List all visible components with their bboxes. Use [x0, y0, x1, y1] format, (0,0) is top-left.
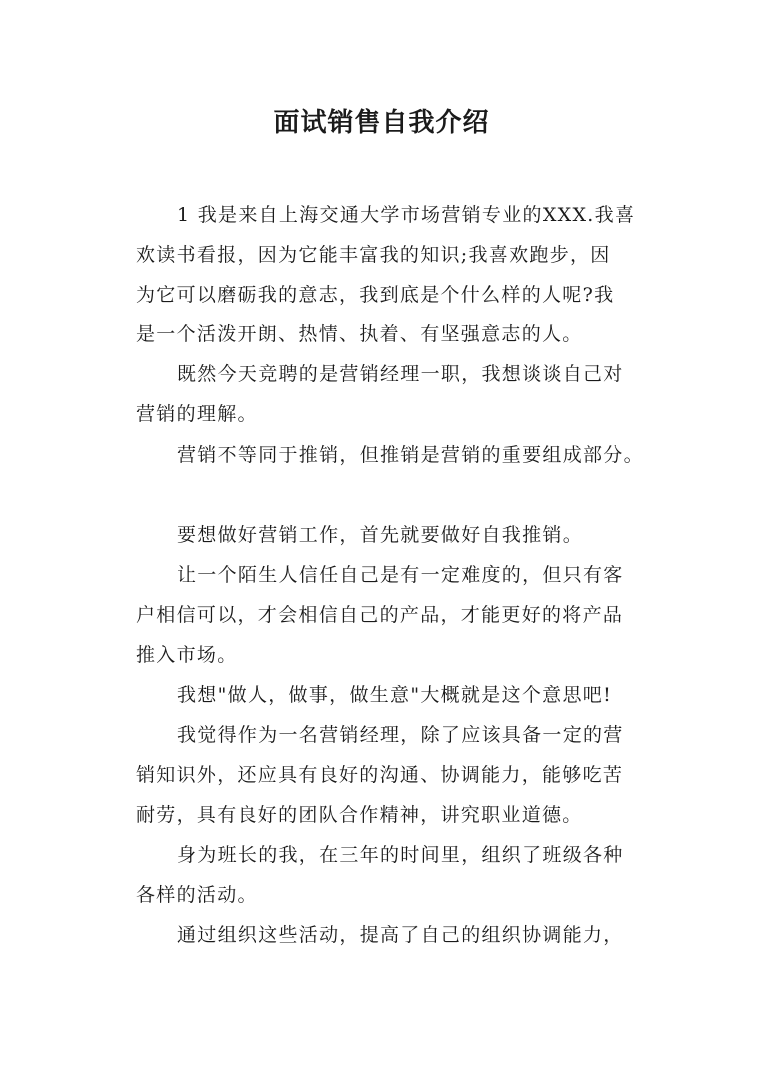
- text-line: 1 我是来自上海交通大学市场营销专业的XXX.我喜: [177, 204, 636, 226]
- text-line: 让一个陌生人信任自己是有一定难度的，但只有客: [177, 564, 624, 586]
- text-line: 耐劳，具有良好的团队合作精神，讲究职业道德。: [136, 804, 583, 826]
- text-line: 欢读书看报，因为它能丰富我的知识;我喜欢跑步，因: [136, 244, 611, 266]
- text-line: 通过组织这些活动，提高了自己的组织协调能力，: [177, 924, 624, 946]
- text-line: 是一个活泼开朗、热情、执着、有坚强意志的人。: [136, 323, 583, 345]
- page-title: 面试销售自我介绍: [273, 108, 490, 138]
- text-line: 营销不等同于推销，但推销是营销的重要组成部分。: [177, 444, 644, 466]
- text-line: 各样的活动。: [136, 884, 258, 906]
- text-line: 为它可以磨砺我的意志，我到底是个什么样的人呢?我: [136, 284, 615, 306]
- text-line: 推入市场。: [136, 644, 238, 666]
- text-line: 销知识外，还应具有良好的沟通、协调能力，能够吃苦: [136, 764, 624, 786]
- text-line: 我想"做人，做事，做生意"大概就是这个意思吧!: [177, 684, 613, 706]
- text-line: 营销的理解。: [136, 403, 258, 425]
- text-line: 既然今天竞聘的是营销经理一职，我想谈谈自己对: [177, 363, 624, 385]
- text-line: 户相信可以，才会相信自己的产品，才能更好的将产品: [136, 604, 624, 626]
- text-line: 身为班长的我，在三年的时间里，组织了班级各种: [177, 844, 624, 866]
- text-line: 我觉得作为一名营销经理，除了应该具备一定的营: [177, 724, 624, 746]
- text-line: 要想做好营销工作，首先就要做好自我推销。: [177, 524, 584, 546]
